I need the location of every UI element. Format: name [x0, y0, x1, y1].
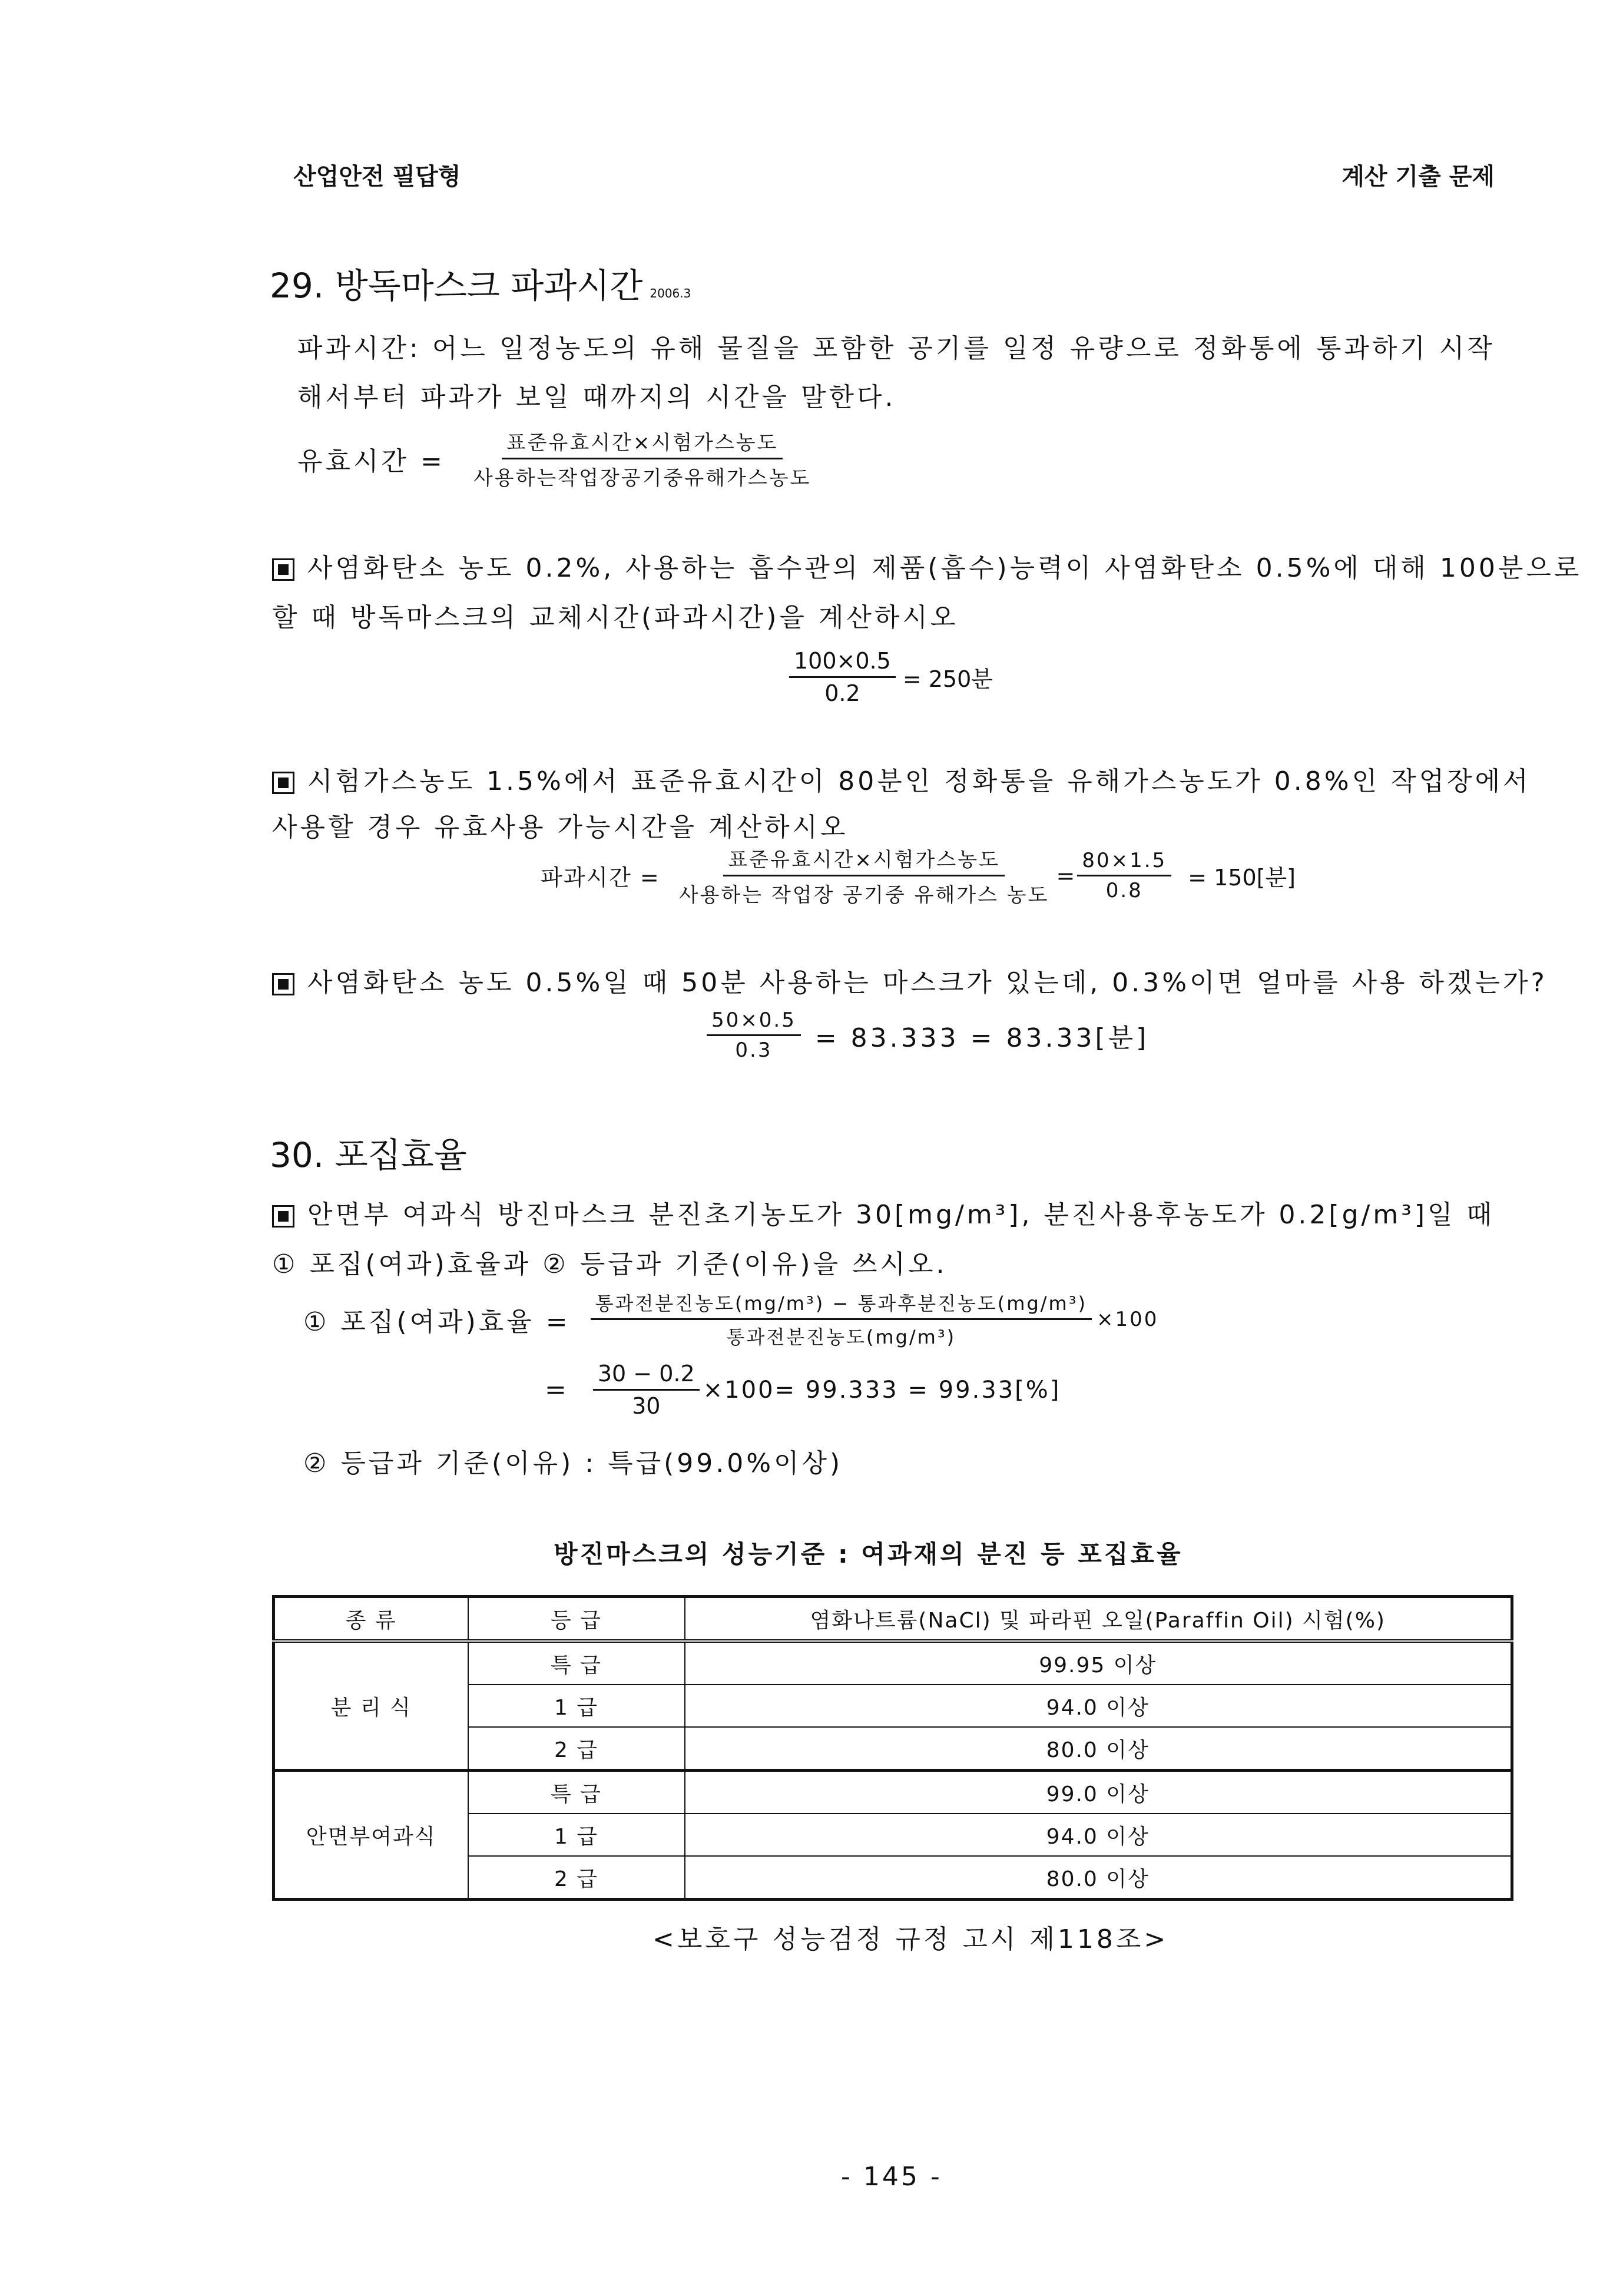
section-30-question-line-2: ① 포집(여과)효율과 ② 등급과 기준(이유)을 쓰시오.: [272, 1249, 948, 1279]
table-header-row: [274, 1597, 1512, 1642]
efficiency-formula-label: ① 포집(여과)효율 =: [303, 1306, 571, 1337]
answer-2-result: = 150[분]: [1188, 865, 1296, 891]
type-cell: 분 리 식: [274, 1641, 468, 1771]
answer-2: [541, 843, 1296, 908]
efficiency-calc-equals: =: [545, 1375, 569, 1405]
efficiency-formula-numerator: 통과전분진농도(mg/m³) − 통과후분진농도(mg/m³): [591, 1289, 1092, 1320]
bullet-box-icon: [272, 772, 294, 794]
value-cell: 99.0 이상: [685, 1771, 1512, 1814]
grade-cell: 특 급: [468, 1641, 685, 1685]
answer-2-equals: =: [1056, 862, 1075, 889]
section-30-question-text: 안면부 여과식 방진마스크 분진초기농도가 30[mg/m³], 분진사용후농도가 0.2[g/m³]일 때: [307, 1200, 1495, 1230]
type-cell: 안면부여과식: [274, 1771, 468, 1900]
answer-3-denominator: 0.3: [735, 1038, 773, 1062]
efficiency-formula-denominator: 통과전분진농도(mg/m³): [726, 1326, 956, 1348]
grade-cell: 2 급: [468, 1727, 685, 1771]
header-left: 산업안전 필답형: [293, 163, 461, 190]
answer-1: [789, 648, 993, 706]
answer-3-fraction: [707, 1008, 801, 1062]
header-grade: 등 급: [468, 1597, 685, 1642]
value-cell: 94.0 이상: [685, 1814, 1512, 1856]
answer-2-denominator: 사용하는 작업장 공기중 유해가스 농도: [678, 884, 1049, 907]
value-cell: 80.0 이상: [685, 1856, 1512, 1900]
question-1-line-2: 할 때 방독마스크의 교체시간(파과시간)을 계산하시오: [272, 603, 959, 633]
answer-1-result: = 250분: [902, 666, 993, 692]
header-test: 염화나트륨(NaCl) 및 파라핀 오일(Paraffin Oil) 시험(%): [685, 1597, 1512, 1642]
answer-1-denominator: 0.2: [824, 680, 860, 706]
efficiency-calc-numerator: 30 − 0.2: [593, 1361, 700, 1391]
question-3: [272, 961, 1548, 999]
section-29-year: 2006.3: [650, 286, 691, 300]
page-number: - 145 -: [841, 2162, 942, 2192]
answer-3-numerator: 50×0.5: [707, 1008, 801, 1036]
section-29-title: [270, 258, 691, 307]
efficiency-formula: [303, 1289, 1158, 1349]
grade-cell: 2 급: [468, 1856, 685, 1900]
answer-2-numerator: 표준유효시간×시험가스농도: [723, 843, 1005, 876]
formula-label: 유효시간 =: [297, 446, 445, 477]
bullet-box-icon: [272, 973, 294, 995]
question-2-line-1: [272, 760, 1531, 798]
table-row: [274, 1771, 1512, 1814]
efficiency-calc-result: ×100= 99.333 = 99.33[%]: [703, 1376, 1061, 1404]
formula-numerator: 표준유효시간×시험가스농도: [502, 426, 783, 459]
performance-standards-table: [272, 1595, 1513, 1901]
answer-2-fraction: [674, 843, 1054, 908]
answer-2-label: 파과시간 =: [541, 865, 660, 891]
table-source: <보호구 성능검정 규정 고시 제118조>: [652, 1924, 1169, 1954]
section-30-title: 30. 포집효율: [270, 1135, 467, 1175]
value-cell: 94.0 이상: [685, 1685, 1512, 1727]
definition-line-1: 파과시간: 어느 일정농도의 유해 물질을 포함한 공기를 일정 유량으로 정화통에 통과하기 시작: [297, 333, 1495, 363]
header-right: 계산 기출 문제: [1342, 163, 1495, 190]
table-row: [274, 1641, 1512, 1685]
efficiency-calc-fraction: [593, 1361, 700, 1419]
section-30-question-line-1: [272, 1193, 1495, 1231]
answer-3-result: = 83.333 = 83.33[분]: [814, 1023, 1150, 1053]
definition-line-2: 해서부터 파과가 보일 때까지의 시간을 말한다.: [297, 382, 896, 412]
grade-cell: 1 급: [468, 1685, 685, 1727]
efficiency-calculation: [545, 1361, 1061, 1419]
question-2-line-2: 사용할 경우 유효사용 가능시간을 계산하시오: [272, 812, 849, 842]
answer-2-numerator-values: 80×1.5: [1077, 849, 1171, 876]
answer-1-numerator: 100×0.5: [789, 648, 896, 678]
grade-answer: ② 등급과 기준(이유) : 특급(99.0%이상): [303, 1448, 843, 1478]
question-1-line-1: [272, 547, 1582, 584]
grade-cell: 1 급: [468, 1814, 685, 1856]
table-caption: 방진마스크의 성능기준 : 여과재의 분진 등 포집효율: [554, 1540, 1183, 1569]
effective-time-formula: [297, 426, 816, 491]
efficiency-formula-fraction: [591, 1289, 1092, 1349]
bullet-box-icon: [272, 1205, 294, 1228]
bullet-box-icon: [272, 558, 294, 581]
formula-denominator: 사용하는작업장공기중유해가스농도: [473, 467, 812, 490]
question-1-text: 사염화탄소 농도 0.2%, 사용하는 흡수관의 제품(흡수)능력이 사염화탄소 0.5%에 대해 100분으로: [307, 553, 1582, 583]
question-2-text: 시험가스농도 1.5%에서 표준유효시간이 80분인 정화통을 유해가스농도가 0.8%인 작업장에서: [307, 766, 1531, 796]
efficiency-formula-multiplier: ×100: [1097, 1307, 1159, 1331]
section-29-title-text: 29. 방독마스크 파과시간: [270, 266, 643, 306]
answer-2-denominator-values: 0.8: [1105, 879, 1143, 902]
answer-1-fraction: [789, 648, 896, 706]
header-type: 종 류: [274, 1597, 468, 1642]
value-cell: 99.95 이상: [685, 1641, 1512, 1685]
question-3-text: 사염화탄소 농도 0.5%일 때 50분 사용하는 마스크가 있는데, 0.3%이면 얼마를 사용 하겠는가?: [307, 968, 1548, 998]
answer-3: [707, 1008, 1149, 1062]
value-cell: 80.0 이상: [685, 1727, 1512, 1771]
answer-2-fraction-values: [1077, 849, 1171, 902]
formula-fraction: [469, 426, 816, 491]
grade-cell: 특 급: [468, 1771, 685, 1814]
efficiency-calc-denominator: 30: [632, 1393, 661, 1419]
